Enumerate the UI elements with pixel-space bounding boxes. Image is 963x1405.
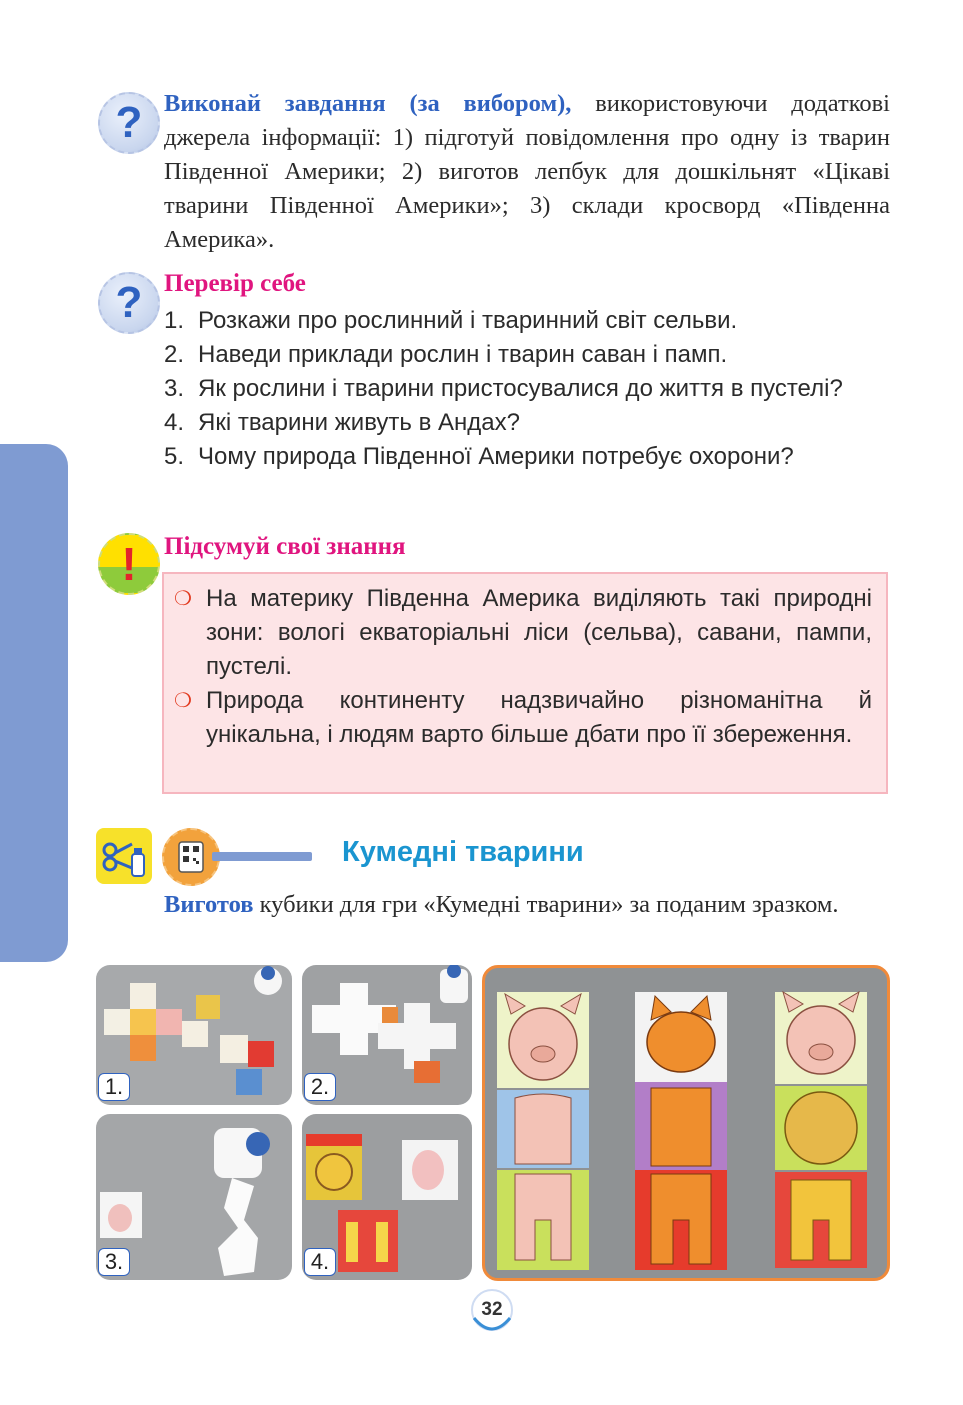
photo-cubes-sample [482, 965, 890, 1281]
task-paragraph [164, 87, 890, 257]
task-lead: Виконай завдання (за вибором), [164, 90, 572, 117]
photo-step-2 [302, 965, 472, 1105]
item-number: 1. [164, 307, 185, 334]
exclamation-mark: ! [121, 538, 137, 590]
list-item [164, 338, 890, 372]
check-heading: Перевір себе [164, 270, 306, 297]
photo-label: 1. [98, 1073, 130, 1101]
item-text: Наведи приклади рослин і тварин саван і памп. [198, 341, 728, 368]
bullet-circle-icon: ❍ [174, 690, 192, 712]
list-item [174, 684, 872, 752]
item-text: На материку Південна Америка виділяють такі природні зони: вологі екваторіальні ліси (сельва), савани, пампи, пустелі. [206, 585, 872, 680]
item-number: 5. [164, 443, 185, 470]
item-text: Природа континенту надзвичайно різноманітна й унікальна, і людям варто більше дбати про її збереження. [206, 687, 872, 748]
list-item [164, 372, 890, 406]
title-divider [212, 852, 312, 861]
section-text: кубики для гри «Кумедні тварини» за поданим зразком. [259, 891, 839, 918]
question-mark: ? [115, 98, 143, 147]
question-mark: ? [115, 278, 143, 327]
list-item [174, 582, 872, 684]
section-lead: Виготов [164, 891, 254, 918]
scissors-glue-icon [96, 828, 152, 884]
list-item [164, 406, 890, 440]
section-paragraph [164, 888, 890, 922]
task-block [164, 87, 890, 257]
item-number: 4. [164, 409, 185, 436]
summary-list [174, 582, 872, 752]
side-tab [0, 444, 68, 962]
item-text: Як рослини і тварини пристосувалися до життя в пустелі? [198, 375, 843, 402]
photo-label: 3. [98, 1248, 130, 1276]
item-number: 2. [164, 341, 185, 368]
photo-label: 2. [304, 1073, 336, 1101]
section-intro [164, 888, 890, 922]
check-list [164, 304, 890, 474]
bullet-circle-icon: ❍ [174, 588, 192, 610]
summary-heading: Підсумуй свої знання [164, 533, 406, 560]
exclamation-icon [98, 533, 160, 595]
item-text: Чому природа Південної Америки потребує охорони? [198, 443, 794, 470]
summary-heading-block [164, 530, 890, 564]
section-title: Кумедні тварини [342, 836, 584, 868]
list-item [164, 440, 890, 474]
photo-step-1 [96, 965, 292, 1105]
page-number: 32 [481, 1299, 503, 1320]
question-icon [98, 272, 160, 334]
photo-step-4 [302, 1114, 472, 1280]
question-icon [98, 92, 160, 154]
page-number-badge [466, 1288, 518, 1336]
summary-box [162, 572, 888, 794]
item-text: Розкажи про рослинний і тваринний світ сельви. [198, 307, 738, 334]
item-text: Які тварини живуть в Андах? [198, 409, 520, 436]
task-text: використовуючи додаткові джерела інформації: 1) підготуй повідомлення про одну із тварин Південної Америки; 2) виготов лепбук для дошкільнят «Цікаві тварини Південної Америки»; 3) склади кросворд «Південна Америка». [164, 90, 890, 253]
check-block [164, 266, 890, 474]
list-item [164, 304, 890, 338]
photo-step-3 [96, 1114, 292, 1280]
photo-label: 4. [304, 1248, 336, 1276]
item-number: 3. [164, 375, 185, 402]
